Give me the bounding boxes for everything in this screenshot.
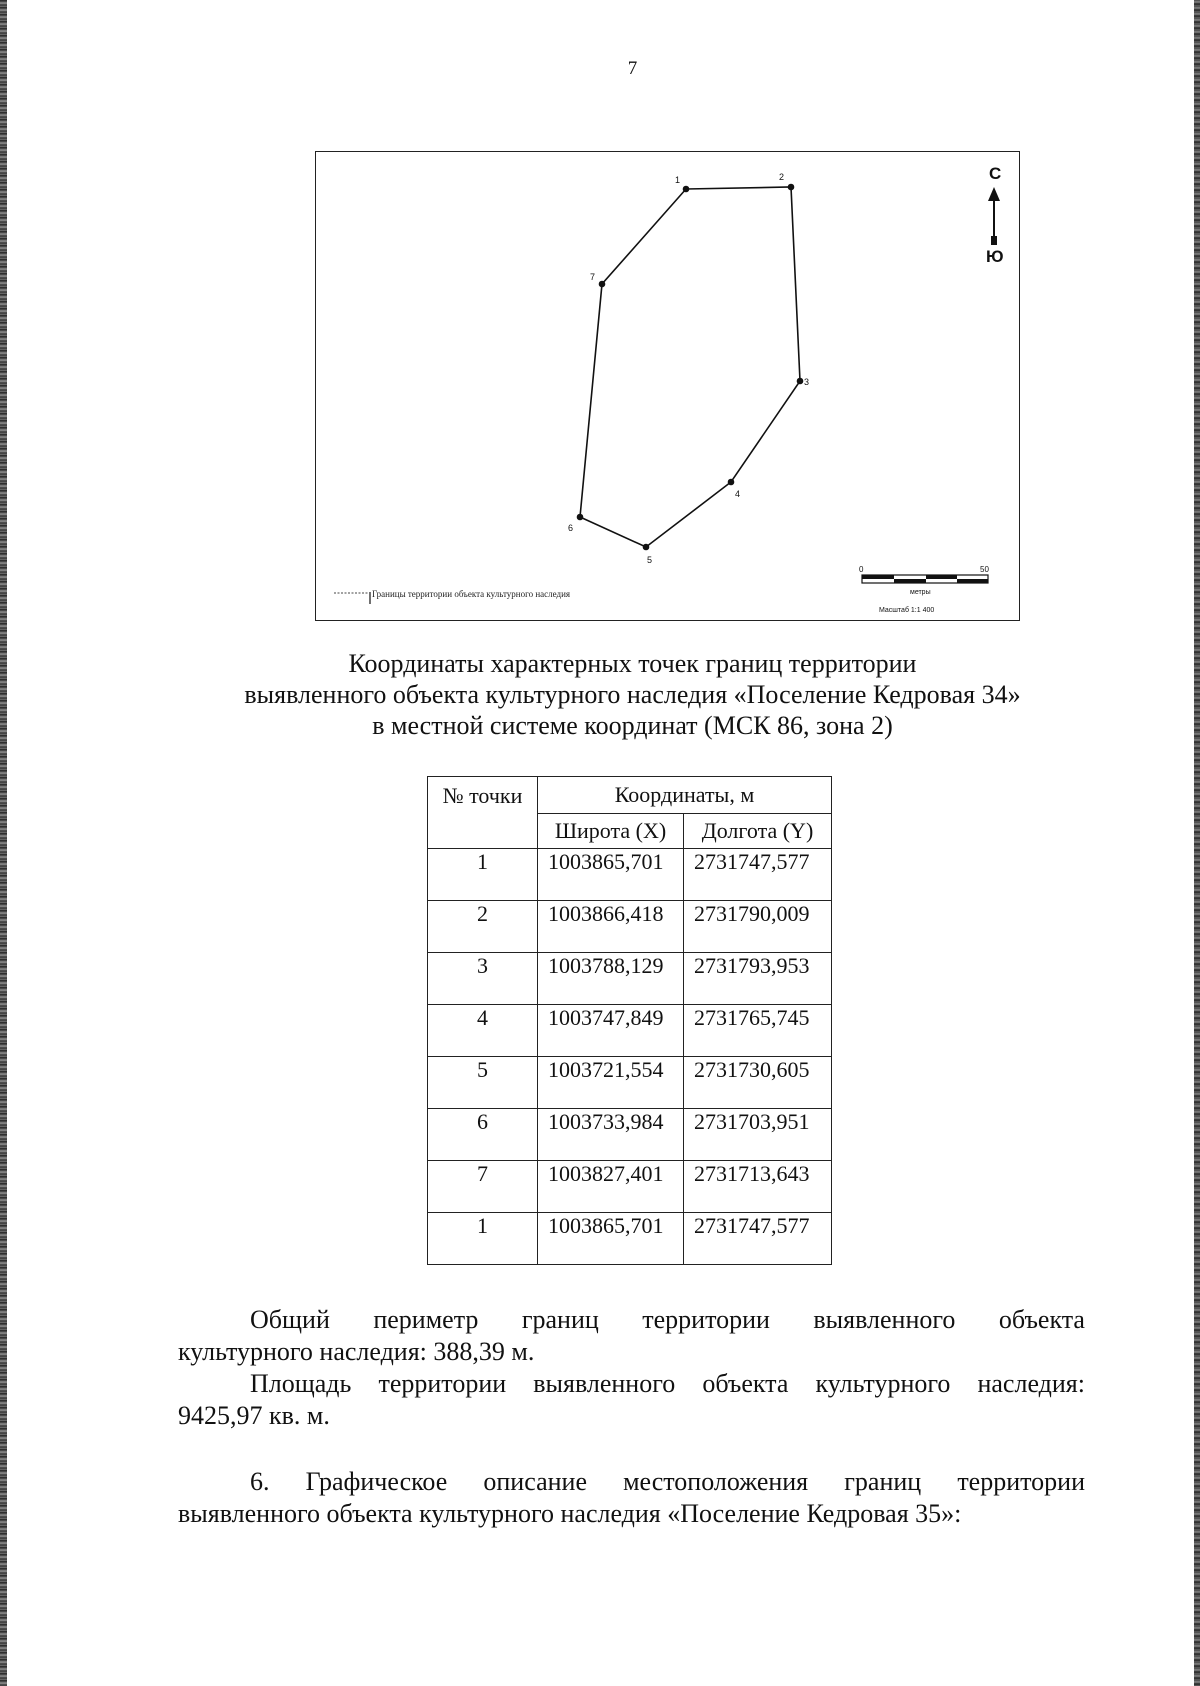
longitude-cell: 2731765,745	[684, 1005, 832, 1057]
vertex-1	[683, 186, 690, 193]
scale-end-label: 50	[980, 565, 989, 574]
latitude-cell: 1003865,701	[538, 849, 684, 901]
word: Общий	[250, 1305, 330, 1334]
longitude-cell: 2731790,009	[684, 901, 832, 953]
point-number-cell: 1	[428, 849, 538, 901]
vertex-label-1: 1	[675, 175, 681, 185]
table-row	[428, 1109, 832, 1161]
scale-ratio-label: Масштаб 1:1 400	[879, 607, 935, 614]
longitude-cell: 2731713,643	[684, 1161, 832, 1213]
point-number-cell: 6	[428, 1109, 538, 1161]
scan-edge-left	[0, 0, 7, 1686]
south-label: Ю	[986, 247, 1004, 266]
header-point-number: № точки	[428, 777, 538, 849]
north-label: С	[989, 164, 1002, 183]
area-paragraph	[178, 1368, 1085, 1432]
word: объекта	[702, 1369, 789, 1398]
vertex-label-7: 7	[590, 272, 596, 282]
word: периметр	[373, 1305, 479, 1334]
vertex-7	[599, 281, 606, 288]
header-longitude-y: Долгота (Y)	[684, 814, 832, 849]
word: местоположения	[623, 1467, 809, 1496]
vertex-label-3: 3	[804, 377, 810, 387]
word: границ	[521, 1305, 599, 1334]
scan-edge-right	[1194, 0, 1200, 1686]
table-row	[428, 1005, 832, 1057]
perimeter-line-1	[178, 1304, 1085, 1336]
boundary-vertices	[577, 184, 804, 551]
point-number-cell: 2	[428, 901, 538, 953]
map-legend-label: Границы территории объекта культурного наследия	[372, 589, 571, 599]
vertex-3	[797, 378, 804, 385]
section-6-line-2: выявленного объекта культурного наследия «Поселение Кедровая 35»:	[178, 1499, 962, 1528]
section-6-line-1	[178, 1466, 1085, 1498]
table-row	[428, 1213, 832, 1265]
page-number: 7	[627, 58, 638, 79]
point-number-cell: 5	[428, 1057, 538, 1109]
latitude-cell: 1003866,418	[538, 901, 684, 953]
vertex-2	[788, 184, 795, 191]
word: территории	[642, 1305, 770, 1334]
table-row	[428, 1057, 832, 1109]
table-row	[428, 901, 832, 953]
latitude-cell: 1003865,701	[538, 1213, 684, 1265]
vertex-label-5: 5	[647, 555, 653, 565]
scale-bar	[862, 575, 988, 583]
latitude-cell: 1003827,401	[538, 1161, 684, 1213]
latitude-cell: 1003747,849	[538, 1005, 684, 1057]
word: выявленного	[533, 1369, 676, 1398]
north-arrow-icon	[988, 187, 1000, 245]
scale-zero-label: 0	[859, 565, 864, 574]
legend-line-icon	[334, 592, 370, 604]
word: Графическое	[305, 1467, 448, 1496]
caption-line: Координаты характерных точек границ территории	[348, 649, 917, 678]
vertex-label-4: 4	[735, 489, 741, 499]
longitude-cell: 2731747,577	[684, 1213, 832, 1265]
table-row	[428, 953, 832, 1005]
longitude-cell: 2731703,951	[684, 1109, 832, 1161]
longitude-cell: 2731730,605	[684, 1057, 832, 1109]
latitude-cell: 1003733,984	[538, 1109, 684, 1161]
vertex-5	[643, 544, 650, 551]
word: описание	[483, 1467, 587, 1496]
word: культурного	[815, 1369, 951, 1398]
coordinates-table	[427, 776, 832, 1265]
point-number-cell: 7	[428, 1161, 538, 1213]
header-latitude-x: Широта (X)	[538, 814, 684, 849]
perimeter-line-2: культурного наследия: 388,39 м.	[178, 1337, 535, 1366]
coordinates-caption	[150, 648, 1115, 741]
area-line-2: 9425,97 кв. м.	[178, 1401, 330, 1430]
word: территории	[378, 1369, 507, 1398]
point-number-cell: 4	[428, 1005, 538, 1057]
perimeter-paragraph	[178, 1304, 1085, 1368]
point-number-cell: 1	[428, 1213, 538, 1265]
word: объекта	[998, 1305, 1085, 1334]
vertex-4	[728, 479, 735, 486]
boundary-polygon	[580, 187, 800, 547]
header-coordinates: Координаты, м	[538, 777, 832, 814]
caption-line: выявленного объекта культурного наследия «Поселение Кедровая 34»	[244, 680, 1021, 709]
latitude-cell: 1003721,554	[538, 1057, 684, 1109]
vertex-label-6: 6	[568, 523, 574, 533]
latitude-cell: 1003788,129	[538, 953, 684, 1005]
point-number-cell: 3	[428, 953, 538, 1005]
longitude-cell: 2731793,953	[684, 953, 832, 1005]
word: границ	[844, 1467, 922, 1496]
section-6-paragraph	[178, 1466, 1085, 1530]
word: территории	[957, 1467, 1085, 1496]
word: выявленного	[813, 1305, 956, 1334]
table-row	[428, 849, 832, 901]
vertex-label-2: 2	[779, 172, 785, 182]
boundary-map	[315, 151, 1020, 621]
word: 6.	[250, 1467, 270, 1496]
word: Площадь	[250, 1369, 352, 1398]
vertex-6	[577, 514, 584, 521]
table-row	[428, 1161, 832, 1213]
boundary-map-drawing	[316, 152, 1021, 622]
area-line-1	[178, 1368, 1085, 1400]
scale-unit-label: метры	[910, 589, 931, 596]
word: наследия:	[977, 1369, 1085, 1398]
longitude-cell: 2731747,577	[684, 849, 832, 901]
caption-line: в местной системе координат (МСК 86, зона 2)	[372, 711, 893, 740]
